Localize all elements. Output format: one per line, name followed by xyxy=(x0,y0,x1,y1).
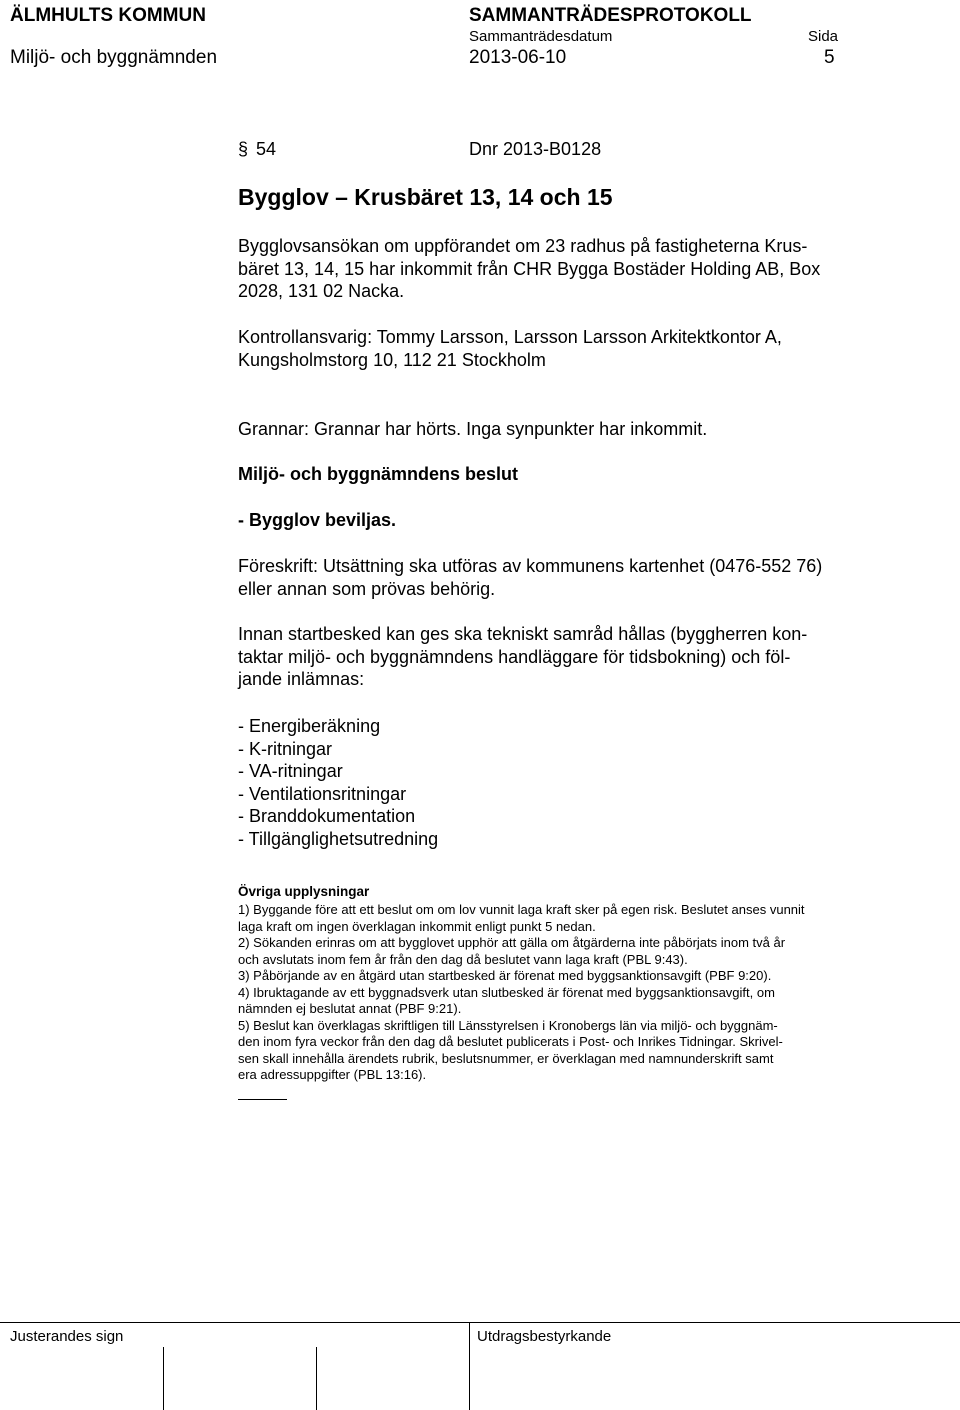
other-info-heading: Övriga upplysningar xyxy=(238,884,370,899)
signature-divider xyxy=(163,1347,164,1410)
document-type: SAMMANTRÄDESPROTOKOLL xyxy=(469,5,752,26)
application-paragraph xyxy=(238,235,878,303)
application-line: 2028, 131 02 Nacka. xyxy=(238,281,405,301)
other-info-line: 1) Byggande före att ett beslut om om lov vunnit laga kraft sker på egen risk. Beslutet anses vunnit xyxy=(238,902,805,917)
other-info-line: era adressuppgifter (PBL 13:16). xyxy=(238,1067,427,1082)
list-item: - Energiberäkning xyxy=(238,716,381,736)
application-line: Bygglovsansökan om uppförandet om 23 radhus på fastigheterna Krus- xyxy=(238,236,808,256)
other-info-line: nämnden ej beslutat annat (PBF 9:21). xyxy=(238,1001,462,1016)
extract-label: Utdragsbestyrkande xyxy=(477,1328,612,1345)
end-rule xyxy=(238,1099,287,1100)
other-info-block xyxy=(238,902,878,1084)
controller-paragraph xyxy=(238,326,878,371)
before-start-line: Innan startbesked kan ges ska tekniskt samråd hållas (byggherren kon- xyxy=(238,624,808,644)
before-start-line: jande inlämnas: xyxy=(238,669,365,689)
neighbours-paragraph: Grannar: Grannar har hörts. Inga synpunkter har inkommit. xyxy=(238,419,708,439)
section-number: 54 xyxy=(256,139,277,159)
list-item: - Branddokumentation xyxy=(238,806,416,826)
regulation-line: eller annan som prövas behörig. xyxy=(238,578,496,599)
list-item: - K-ritningar xyxy=(238,738,333,759)
page-label: Sida xyxy=(808,28,839,45)
other-info-line: 3) Påbörjande av en åtgärd utan startbesked är förenat med byggsanktionsavgift (PBF 9:20). xyxy=(238,968,772,983)
before-start-paragraph xyxy=(238,623,878,691)
signature-divider xyxy=(316,1347,317,1410)
other-info-line: 4) Ibruktagande av ett byggnadsverk utan slutbesked är förenat med byggsanktionsavgift, om xyxy=(238,984,775,1000)
meeting-date-label: Sammanträdesdatum xyxy=(469,28,613,45)
case-title: Bygglov – Krusbäret 13, 14 och 15 xyxy=(238,184,613,210)
other-info-line: den inom fyra veckor från den dag då beslutet publicerats i Post- och Inrikes Tidningar. Skrivel- xyxy=(238,1034,783,1049)
list-item: - VA-ritningar xyxy=(238,761,343,781)
documents-list xyxy=(238,715,878,850)
application-line: bäret 13, 14, 15 har inkommit från CHR Bygga Bostäder Holding AB, Box xyxy=(238,258,821,279)
list-item: - Tillgänglighetsutredning xyxy=(238,828,439,849)
controller-line: Kungsholmstorg 10, 112 21 Stockholm xyxy=(238,349,546,370)
page-number: 5 xyxy=(824,47,835,68)
committee-name: Miljö- och byggnämnden xyxy=(10,47,218,68)
case-number: Dnr 2013-B0128 xyxy=(469,139,602,159)
other-info-line: 5) Beslut kan överklagas skriftligen till Länsstyrelsen i Kronobergs län via miljö- och byggnäm- xyxy=(238,1017,778,1033)
signature-divider xyxy=(469,1322,470,1410)
municipality-name: ÄLMHULTS KOMMUN xyxy=(10,5,206,26)
other-info-line: och avslutats inom fem år från den dag då beslutet vann laga kraft (PBL 9:43). xyxy=(238,951,688,967)
signature-label: Justerandes sign xyxy=(10,1328,124,1345)
decision-text: - Bygglov beviljas. xyxy=(238,510,397,530)
list-item: - Ventilationsritningar xyxy=(238,783,407,804)
before-start-line: taktar miljö- och byggnämndens handläggare för tidsbokning) och föl- xyxy=(238,646,791,667)
controller-line: Kontrollansvarig: Tommy Larsson, Larsson Larsson Arkitektkontor A, xyxy=(238,327,782,347)
decision-heading: Miljö- och byggnämndens beslut xyxy=(238,464,519,484)
other-info-line: sen skall innehålla ärendets rubrik, beslutsnummer, er överklagan med namnunderskrift samt xyxy=(238,1050,774,1066)
regulation-line: Föreskrift: Utsättning ska utföras av kommunens kartenhet (0476-552 76) xyxy=(238,556,823,576)
section-sign: § xyxy=(238,139,249,159)
regulation-paragraph xyxy=(238,555,878,600)
meeting-date: 2013-06-10 xyxy=(469,47,567,68)
footer-rule xyxy=(0,1322,960,1323)
other-info-line: laga kraft om ingen överklagan inkommit enligt punkt 5 nedan. xyxy=(238,918,596,934)
other-info-line: 2) Sökanden erinras om att bygglovet upphör att gälla om åtgärderna inte påbörjats inom två år xyxy=(238,935,786,950)
